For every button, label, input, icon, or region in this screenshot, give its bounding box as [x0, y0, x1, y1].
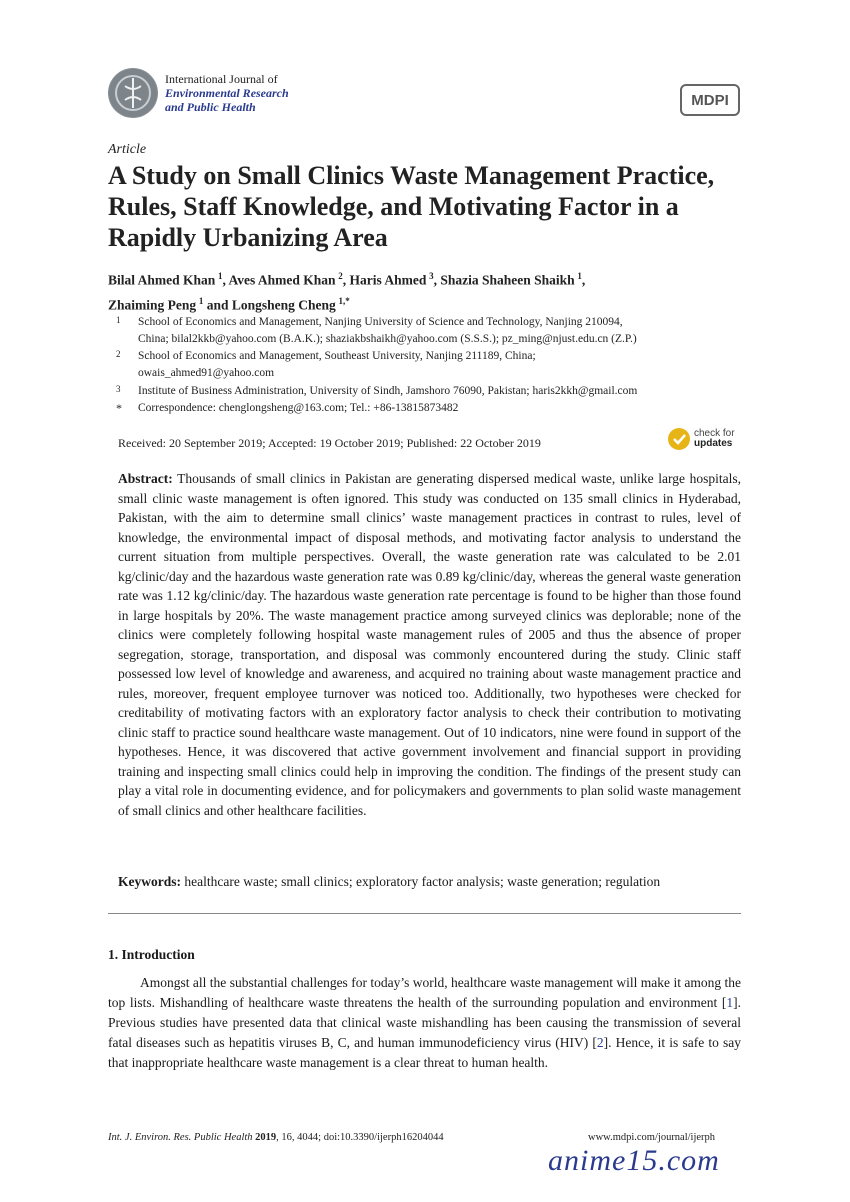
journal-name: [165, 72, 289, 114]
check-updates-icon: [668, 428, 690, 450]
affiliation-text-cont: owais_ahmed91@yahoo.com: [138, 367, 275, 379]
keywords-text: healthcare waste; small clinics; exploratory factor analysis; waste generation; regulation: [181, 874, 661, 889]
author-separator: ,: [342, 272, 350, 288]
journal-logo: [108, 68, 158, 118]
author-name[interactable]: Longsheng Cheng: [231, 297, 336, 312]
author-affiliation-mark: 1: [218, 271, 223, 281]
citation-link-2[interactable]: 2: [596, 1035, 604, 1050]
author-affiliation-mark: 2: [338, 271, 343, 281]
footer-citation: [108, 1132, 444, 1143]
author-list: [108, 266, 758, 315]
author-separator: ,: [433, 272, 441, 288]
author-name[interactable]: Bilal Ahmed Khan: [108, 272, 216, 288]
author-affiliation-mark: 1: [198, 295, 204, 306]
introduction-paragraph: [108, 973, 741, 1073]
affiliation-2: [108, 348, 748, 382]
check-updates-line1: check for: [694, 428, 735, 439]
affiliation-number: 3: [116, 384, 121, 394]
footer-doi: , 16, 4044; doi:10.3390/ijerph16204044: [276, 1132, 444, 1143]
received-dates: Received: 20 September 2019; Accepted: 19 October 2019; Published: 22 October 2019: [118, 436, 541, 450]
intro-text-3: ]. Hence, it is safe to say that inappropriate healthcare waste management is a clear threat to human health.: [108, 1035, 741, 1070]
author-separator: and: [203, 297, 232, 312]
affiliation-number: 2: [116, 349, 121, 359]
author-separator: ,: [581, 272, 586, 288]
keywords: [118, 874, 748, 890]
keywords-label: Keywords:: [118, 874, 181, 889]
author-affiliation-mark: 1: [577, 271, 582, 281]
abstract-text: Thousands of small clinics in Pakistan are generating dispersed medical waste, unlike large hospitals, small clinic waste management is often ignored. This study was conducted on 135 small clinics in Hyderabad, Pakistan, with the aim to determine small clinics’ waste management practices in contrast to rules, level of knowledge, the environmental impact of disposal methods, and motivating factor analysis to understand the current situation from multiple perspectives. Overall, the waste generation rate was calculated to be 2.01 kg/clinic/day and the hazardous waste generation rate was 0.89 kg/clinic/day, whereas the general waste generation rate was 1.12 kg/clinic/day. The hazardous waste generation rate percentage is found to be higher than those found in large hospitals by 20%. The waste management practice among surveyed clinics was deplorable; none of the clinics were completely following hospital waste management rules of 2005 and thus the absence of proper segregation, storage, transportation, and disposal was commonly encountered during the study. Clinic staff possessed low level of knowledge and awareness, and acquired no training about waste management practice and rules, moreover, frequent employee turnover was noticed too. Additionally, two hypotheses were checked for creditability of motivating factors with an exploratory factor analysis to check their contribution to motivating clinic staff to practice sound healthcare waste management. Out of 10 indicators, nine were found in support of the hypotheses. Hence, it was discovered that active government involvement and financial support in providing training and inspecting small clinics could help in improving the condition. The findings of the present study can play a vital role in documenting evidence, and for policymakers and governments to plan solid waste management of small clinics and other healthcare facilities.: [118, 471, 741, 818]
author-name[interactable]: Aves Ahmed Khan: [228, 272, 336, 288]
citation-link-1[interactable]: 1: [726, 995, 734, 1010]
check-updates-line2: updates: [694, 438, 733, 449]
author-affiliation-mark: 3: [429, 271, 434, 281]
section-heading-introduction: 1. Introduction: [108, 947, 195, 962]
affiliation-text: School of Economics and Management, Nanjing University of Science and Technology, Nanjing 210094,: [138, 316, 623, 328]
watermark: anime15.com: [548, 1144, 720, 1177]
author-separator: ,: [222, 272, 229, 288]
author-affiliation-mark: 1,*: [338, 295, 350, 306]
journal-line3: and Public Health: [165, 100, 256, 114]
correspondence-mark: *: [116, 401, 122, 415]
footer-journal: Int. J. Environ. Res. Public Health: [108, 1132, 253, 1143]
author-name[interactable]: Haris Ahmed: [349, 272, 427, 288]
correspondence-text: Correspondence: chenglongsheng@163.com; Tel.: +86-13815873482: [138, 402, 459, 414]
affiliation-text-cont: China; bilal2kkb@yahoo.com (B.A.K.); shaziakbshaikh@yahoo.com (S.S.S.); pz_ming@njust.edu.cn (Z.P.): [138, 333, 637, 345]
journal-line1: International Journal of: [165, 72, 278, 86]
paper-title: A Study on Small Clinics Waste Management Practice, Rules, Staff Knowledge, and Motivating Factor in a Rapidly Urbanizing Area: [108, 161, 715, 252]
check-updates-label: [694, 429, 735, 449]
affiliation-1: [108, 314, 748, 348]
check-for-updates-button[interactable]: [668, 426, 758, 452]
intro-text-2: ]. Previous studies have presented data that clinical waste mishandling has been causing the transmission of several fatal diseases such as hepatitis viruses B, C, and human immunodeficiency virus (HIV) [: [108, 995, 741, 1050]
section-divider: [108, 913, 741, 914]
abstract: [118, 469, 741, 820]
author-name[interactable]: Zhaiming Peng: [108, 297, 197, 312]
affiliation-text: Institute of Business Administration, University of Sindh, Jamshoro 76090, Pakistan; haris2kkh@gmail.com: [138, 385, 638, 397]
correspondence: [108, 400, 748, 417]
abstract-label: Abstract:: [118, 471, 173, 486]
footer-url[interactable]: www.mdpi.com/journal/ijerph: [588, 1132, 716, 1143]
journal-line2: Environmental Research: [165, 86, 289, 100]
mdpi-logo: MDPI: [680, 84, 740, 116]
affiliation-3: [108, 383, 748, 400]
footer-year: 2019: [255, 1132, 277, 1143]
affiliation-text: School of Economics and Management, Southeast University, Nanjing 211189, China;: [138, 350, 536, 362]
intro-text-1: Amongst all the substantial challenges for today’s world, healthcare waste management will make it among the top lists. Mishandling of healthcare waste threatens the health of the surrounding population and environment [: [108, 975, 741, 1010]
article-type: Article: [108, 142, 147, 157]
affiliation-number: 1: [116, 315, 121, 325]
author-name[interactable]: Shazia Shaheen Shaikh: [440, 272, 575, 288]
